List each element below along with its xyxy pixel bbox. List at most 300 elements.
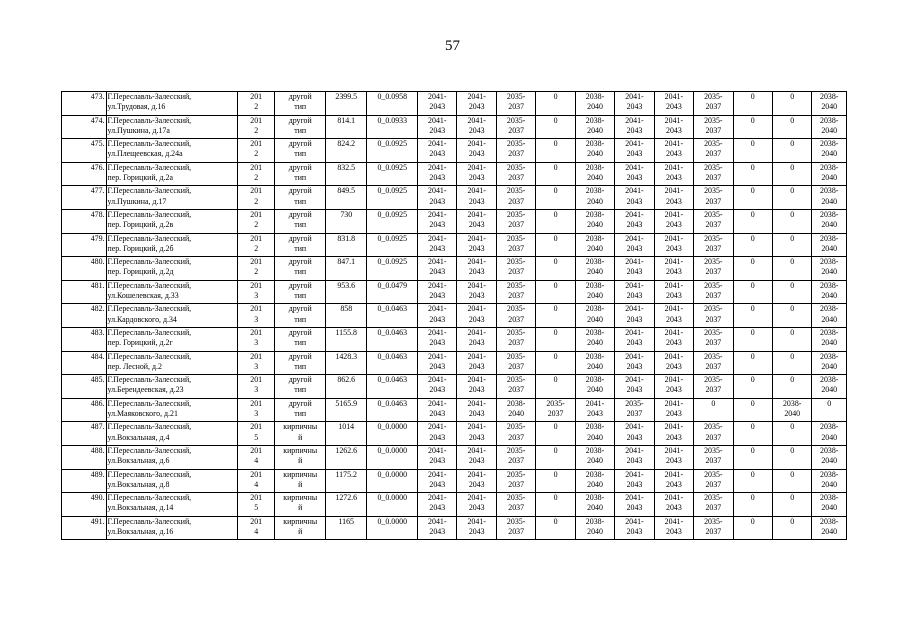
- period-cell-line-1: 0: [553, 445, 558, 455]
- period-cell: [457, 445, 496, 469]
- period-cell: [536, 469, 575, 493]
- period-cell-line-1: 2041-: [467, 233, 486, 243]
- period-cell-line-1: 2041-: [428, 469, 447, 479]
- wall-type-cell-line-2: тип: [294, 385, 307, 395]
- period-cell: [812, 351, 847, 375]
- year-cell-line-1: 201: [250, 469, 263, 479]
- period-cell: [536, 493, 575, 517]
- period-cell: [654, 351, 693, 375]
- period-cell-line-1: 2038-: [585, 422, 605, 432]
- period-cell-line-1: 2035-: [704, 375, 723, 385]
- period-cell-line-2: 2043: [626, 243, 643, 253]
- period-cell-line-2: 2043: [429, 526, 446, 536]
- year-cell-line-2: 3: [254, 385, 259, 395]
- wall-type-cell: [275, 280, 326, 304]
- period-cell-line-2: 2043: [626, 503, 643, 513]
- period-cell: [418, 162, 457, 186]
- period-cell-line-1: 2038-: [820, 327, 839, 337]
- year-cell: [238, 92, 275, 116]
- period-cell-line-1: 2041-: [664, 375, 684, 385]
- period-cell-line-1: 2041-: [467, 304, 486, 314]
- period-cell: [812, 398, 847, 422]
- period-cell: [496, 139, 535, 163]
- area-cell: [326, 398, 367, 422]
- period-cell-line-2: 2040: [821, 314, 838, 324]
- period-cell-line-2: 2040: [587, 385, 603, 395]
- period-cell-line-2: 2040: [821, 385, 838, 395]
- period-cell-line-1: 2041-: [664, 115, 684, 125]
- table-row: [62, 375, 847, 399]
- period-cell: [772, 280, 811, 304]
- period-cell: [615, 351, 654, 375]
- period-cell: [575, 375, 614, 399]
- period-cell-line-2: 2043: [666, 125, 682, 135]
- period-cell: [772, 186, 811, 210]
- year-cell: [238, 209, 275, 233]
- period-cell-line-1: 2041-: [664, 398, 684, 408]
- address-cell: [106, 115, 238, 139]
- period-cell-line-1: 2035-: [546, 398, 565, 408]
- address-cell-line-2: ул.Вокзальная, д.8: [107, 479, 170, 489]
- year-cell-line-2: 4: [254, 526, 259, 536]
- period-cell-line-1: 2035-: [704, 351, 723, 361]
- wall-type-cell-line-1: другой: [288, 186, 312, 196]
- period-cell: [418, 445, 457, 469]
- period-cell-line-1: 2041-: [664, 304, 684, 314]
- year-cell: [238, 139, 275, 163]
- period-cell-line-1: 2038-: [585, 162, 605, 172]
- wall-type-cell: [275, 375, 326, 399]
- period-cell: [654, 375, 693, 399]
- period-cell: [536, 92, 575, 116]
- year-cell: [238, 469, 275, 493]
- period-cell: [615, 516, 654, 540]
- wear-cell-line-1: 0_0.0000: [377, 445, 408, 455]
- period-cell: [536, 280, 575, 304]
- year-cell-line-2: 3: [254, 361, 259, 371]
- period-cell-line-1: 0: [553, 162, 558, 172]
- period-cell: [772, 209, 811, 233]
- period-cell-line-1: 0: [711, 398, 716, 408]
- period-cell-line-1: 0: [790, 115, 795, 125]
- period-cell: [536, 327, 575, 351]
- wear-cell-line-1: 0_0.0925: [377, 257, 408, 267]
- period-cell: [457, 327, 496, 351]
- year-cell: [238, 351, 275, 375]
- period-cell-line-2: 2043: [468, 243, 485, 253]
- period-cell-line-2: 2043: [666, 503, 682, 513]
- wall-type-cell-line-1: другой: [288, 92, 312, 101]
- period-cell-line-2: 2043: [429, 220, 446, 230]
- period-cell-line-2: 2043: [468, 125, 485, 135]
- period-cell: [575, 304, 614, 328]
- period-cell-line-2: 2037: [705, 125, 722, 135]
- period-cell: [772, 92, 811, 116]
- wear-cell: [367, 445, 418, 469]
- period-cell-line-1: 2035-: [506, 422, 526, 432]
- year-cell-line-1: 201: [250, 233, 263, 243]
- period-cell-line-1: 2035-: [506, 351, 526, 361]
- wall-type-cell-line-1: другой: [288, 304, 312, 314]
- period-cell-line-1: 2035-: [506, 233, 526, 243]
- period-cell-line-1: 2038-: [585, 139, 605, 149]
- year-cell-line-2: 3: [254, 338, 259, 348]
- period-cell-line-2: 2043: [626, 149, 643, 159]
- row-number-cell-line-1: 489.: [90, 469, 105, 479]
- year-cell-line-2: 2: [254, 196, 259, 206]
- address-cell-line-1: Г.Переславль-Залесский,: [107, 422, 192, 432]
- period-cell-line-2: 2037: [508, 338, 525, 348]
- period-cell-line-2: 2037: [508, 432, 525, 442]
- year-cell-line-1: 201: [250, 304, 263, 314]
- period-cell: [615, 257, 654, 281]
- period-cell: [654, 280, 693, 304]
- period-cell-line-2: 2043: [626, 125, 643, 135]
- period-cell-line-1: 0: [750, 233, 755, 243]
- period-cell: [654, 422, 693, 446]
- period-cell-line-1: 2038-: [820, 469, 839, 479]
- period-cell: [575, 139, 614, 163]
- period-cell-line-1: 0: [553, 92, 558, 101]
- period-cell-line-2: 2043: [468, 408, 485, 418]
- period-cell-line-1: 0: [750, 398, 755, 408]
- period-cell-line-2: 2037: [705, 220, 722, 230]
- period-cell: [418, 375, 457, 399]
- period-cell: [812, 469, 847, 493]
- period-cell-line-1: 2035-: [704, 327, 723, 337]
- period-cell: [694, 351, 733, 375]
- period-cell: [575, 445, 614, 469]
- period-cell: [654, 139, 693, 163]
- row-number-cell-line-1: 477.: [90, 186, 105, 196]
- wall-type-cell: [275, 469, 326, 493]
- year-cell-line-2: 3: [254, 408, 259, 418]
- year-cell: [238, 162, 275, 186]
- area-cell-line-1: 730: [340, 209, 353, 219]
- row-number-cell: [62, 493, 107, 517]
- period-cell-line-1: 2041-: [664, 257, 684, 267]
- wall-type-cell-line-1: кирпичны: [283, 493, 318, 503]
- period-cell-line-1: 2041-: [664, 233, 684, 243]
- period-cell-line-1: 2041-: [664, 351, 684, 361]
- period-cell: [654, 257, 693, 281]
- address-cell-line-1: Г.Переславль-Залесский,: [107, 209, 192, 219]
- period-cell: [575, 186, 614, 210]
- period-cell-line-2: 2043: [468, 290, 485, 300]
- wear-cell-line-1: 0_0.0925: [377, 139, 408, 149]
- period-cell-line-1: 0: [790, 257, 795, 267]
- area-cell-line-1: 831.8: [337, 233, 356, 243]
- period-cell-line-1: 0: [790, 304, 795, 314]
- year-cell: [238, 493, 275, 517]
- wear-cell-line-1: 0_0.0479: [377, 280, 408, 290]
- year-cell: [238, 257, 275, 281]
- period-cell: [733, 209, 772, 233]
- row-number-cell: [62, 92, 107, 116]
- period-cell: [733, 92, 772, 116]
- period-cell-line-2: 2043: [429, 290, 446, 300]
- period-cell-line-2: 2043: [666, 220, 682, 230]
- period-cell: [536, 422, 575, 446]
- period-cell-line-1: 2035-: [506, 304, 526, 314]
- period-cell-line-1: 2038-: [585, 304, 605, 314]
- period-cell-line-1: 2041-: [625, 115, 644, 125]
- period-cell-line-1: 0: [750, 327, 755, 337]
- wall-type-cell-line-2: тип: [294, 408, 307, 418]
- wall-type-cell-line-2: тип: [294, 125, 307, 135]
- period-cell-line-1: 2041-: [428, 257, 447, 267]
- period-cell-line-2: 2043: [429, 408, 446, 418]
- period-cell-line-2: 2040: [821, 102, 838, 112]
- period-cell-line-2: 2040: [821, 479, 838, 489]
- wear-cell-line-1: 0_0.0463: [377, 398, 408, 408]
- table-row: [62, 422, 847, 446]
- period-cell: [496, 469, 535, 493]
- period-cell-line-2: 2037: [508, 196, 525, 206]
- address-cell-line-2: пер. Горицкий, д.2а: [107, 172, 173, 182]
- period-cell: [575, 327, 614, 351]
- period-cell-line-2: 2037: [705, 149, 722, 159]
- row-number-cell: [62, 304, 107, 328]
- row-number-cell-line-1: 473.: [90, 92, 105, 101]
- period-cell: [496, 351, 535, 375]
- address-cell: [106, 327, 238, 351]
- period-cell-line-1: 2041-: [625, 186, 644, 196]
- table-row: [62, 162, 847, 186]
- address-cell-line-1: Г.Переславль-Залесский,: [107, 375, 192, 385]
- year-cell-line-1: 201: [250, 445, 263, 455]
- period-cell-line-1: 2041-: [467, 351, 486, 361]
- wall-type-cell-line-1: другой: [288, 139, 312, 149]
- period-cell-line-1: 2038-: [585, 327, 605, 337]
- period-cell: [694, 115, 733, 139]
- period-cell: [496, 445, 535, 469]
- table-row: [62, 516, 847, 540]
- area-cell: [326, 304, 367, 328]
- wall-type-cell: [275, 327, 326, 351]
- year-cell-line-2: 2: [254, 149, 259, 159]
- area-cell-line-1: 832.5: [337, 162, 356, 172]
- period-cell: [694, 398, 733, 422]
- period-cell-line-2: 2043: [666, 149, 682, 159]
- address-cell-line-2: ул.Пушкина, д.17: [107, 196, 167, 206]
- period-cell-line-2: 2043: [666, 314, 682, 324]
- period-cell: [575, 280, 614, 304]
- area-cell: [326, 516, 367, 540]
- period-cell-line-2: 2037: [705, 314, 722, 324]
- period-cell-line-1: 2041-: [428, 92, 447, 101]
- area-cell-line-1: 1262.6: [335, 445, 358, 455]
- period-cell-line-2: 2043: [429, 361, 446, 371]
- wall-type-cell-line-1: другой: [288, 209, 312, 219]
- period-cell-line-1: 0: [553, 257, 558, 267]
- area-cell-line-1: 1272.6: [335, 493, 358, 503]
- period-cell: [812, 115, 847, 139]
- period-cell-line-1: 2041-: [428, 139, 447, 149]
- period-cell-line-2: 2037: [508, 243, 525, 253]
- period-cell-line-1: 2038-: [820, 233, 839, 243]
- wall-type-cell: [275, 304, 326, 328]
- period-cell-line-2: 2040: [587, 361, 603, 371]
- period-cell: [772, 327, 811, 351]
- address-cell-line-2: пер. Горицкий, д.2г: [107, 338, 173, 348]
- period-cell-line-1: 2035-: [506, 115, 526, 125]
- period-cell: [694, 186, 733, 210]
- year-cell-line-2: 2: [254, 102, 259, 112]
- period-cell-line-1: 2035-: [506, 280, 526, 290]
- period-cell-line-2: 2043: [468, 149, 485, 159]
- period-cell-line-2: 2043: [468, 479, 485, 489]
- period-cell-line-1: 2041-: [625, 280, 644, 290]
- period-cell-line-2: 2043: [626, 385, 643, 395]
- period-cell-line-2: 2043: [429, 432, 446, 442]
- address-cell: [106, 516, 238, 540]
- period-cell: [812, 493, 847, 517]
- year-cell: [238, 398, 275, 422]
- period-cell-line-1: 2041-: [428, 233, 447, 243]
- period-cell: [694, 92, 733, 116]
- period-cell: [536, 162, 575, 186]
- period-cell-line-2: 2037: [547, 408, 564, 418]
- period-cell: [694, 304, 733, 328]
- table-row: [62, 445, 847, 469]
- period-cell-line-2: 2040: [821, 243, 838, 253]
- area-cell: [326, 233, 367, 257]
- period-cell-line-2: 2037: [705, 456, 722, 466]
- period-cell-line-1: 0: [790, 493, 795, 503]
- period-cell-line-1: 2041-: [625, 327, 644, 337]
- period-cell-line-2: 2037: [508, 385, 525, 395]
- period-cell-line-1: 2035-: [704, 162, 723, 172]
- period-cell-line-2: 2040: [821, 267, 838, 277]
- area-cell-line-1: 2399.5: [335, 92, 358, 101]
- row-number-cell-line-1: 475.: [90, 139, 105, 149]
- wall-type-cell: [275, 422, 326, 446]
- period-cell: [575, 469, 614, 493]
- period-cell-line-1: 2041-: [664, 162, 684, 172]
- table-row: [62, 92, 847, 116]
- period-cell: [733, 422, 772, 446]
- wear-cell: [367, 92, 418, 116]
- area-cell: [326, 280, 367, 304]
- row-number-cell: [62, 115, 107, 139]
- period-cell-line-1: 0: [790, 469, 795, 479]
- period-cell-line-1: 2041-: [625, 375, 644, 385]
- table-row: [62, 280, 847, 304]
- period-cell-line-1: 0: [553, 422, 558, 432]
- period-cell-line-2: 2040: [821, 125, 838, 135]
- wall-type-cell-line-2: тип: [294, 149, 307, 159]
- area-cell: [326, 209, 367, 233]
- period-cell: [733, 139, 772, 163]
- year-cell: [238, 115, 275, 139]
- area-cell: [326, 469, 367, 493]
- period-cell: [496, 516, 535, 540]
- period-cell: [615, 233, 654, 257]
- period-cell: [457, 233, 496, 257]
- period-cell-line-1: 2038-: [585, 186, 605, 196]
- row-number-cell: [62, 186, 107, 210]
- wall-type-cell-line-2: тип: [294, 243, 307, 253]
- period-cell: [536, 139, 575, 163]
- period-cell-line-1: 2038-: [506, 398, 526, 408]
- area-cell: [326, 92, 367, 116]
- period-cell: [654, 186, 693, 210]
- year-cell-line-2: 2: [254, 172, 259, 182]
- period-cell-line-1: 2038-: [820, 422, 839, 432]
- year-cell-line-1: 201: [250, 375, 263, 385]
- period-cell-line-1: 2038-: [585, 280, 605, 290]
- period-cell-line-2: 2043: [468, 361, 485, 371]
- period-cell-line-1: 2041-: [664, 445, 684, 455]
- table-row: [62, 209, 847, 233]
- wall-type-cell-line-2: тип: [294, 361, 307, 371]
- period-cell-line-2: 2043: [666, 408, 682, 418]
- period-cell: [772, 139, 811, 163]
- row-number-cell: [62, 162, 107, 186]
- period-cell: [772, 351, 811, 375]
- wall-type-cell: [275, 233, 326, 257]
- period-cell: [615, 162, 654, 186]
- year-cell-line-2: 4: [254, 456, 259, 466]
- row-number-cell-line-1: 491.: [90, 516, 105, 526]
- period-cell-line-1: 2038-: [585, 257, 605, 267]
- year-cell-line-1: 201: [250, 139, 263, 149]
- period-cell-line-2: 2040: [821, 220, 838, 230]
- period-cell-line-1: 2038-: [585, 92, 605, 101]
- wall-type-cell-line-2: тип: [294, 196, 307, 206]
- period-cell-line-1: 2038-: [820, 493, 839, 503]
- period-cell-line-1: 0: [790, 92, 795, 101]
- address-cell-line-1: Г.Переславль-Залесский,: [107, 257, 192, 267]
- table-body: [62, 92, 847, 540]
- wall-type-cell-line-2: тип: [294, 314, 307, 324]
- row-number-cell: [62, 445, 107, 469]
- period-cell-line-1: 2035-: [506, 327, 526, 337]
- address-cell-line-1: Г.Переславль-Залесский,: [107, 115, 192, 125]
- period-cell-line-1: 2035-: [704, 257, 723, 267]
- wall-type-cell: [275, 162, 326, 186]
- period-cell-line-1: 2038-: [585, 115, 605, 125]
- year-cell: [238, 304, 275, 328]
- year-cell-line-1: 201: [250, 162, 263, 172]
- period-cell-line-1: 2041-: [625, 469, 644, 479]
- period-cell-line-2: 2043: [666, 526, 682, 536]
- period-cell: [772, 516, 811, 540]
- period-cell: [418, 233, 457, 257]
- wear-cell: [367, 162, 418, 186]
- period-cell: [536, 115, 575, 139]
- period-cell-line-2: 2037: [508, 267, 525, 277]
- period-cell-line-1: 2041-: [585, 398, 605, 408]
- area-cell-line-1: 5165.9: [335, 398, 358, 408]
- period-cell-line-2: 2040: [587, 149, 603, 159]
- period-cell-line-1: 2041-: [625, 139, 644, 149]
- period-cell-line-1: 2041-: [428, 351, 447, 361]
- period-cell-line-2: 2043: [429, 338, 446, 348]
- period-cell-line-1: 2035-: [625, 398, 644, 408]
- period-cell-line-1: 0: [553, 233, 558, 243]
- period-cell-line-2: 2037: [508, 526, 525, 536]
- period-cell-line-2: 2037: [508, 149, 525, 159]
- wear-cell-line-1: 0_0.0925: [377, 162, 408, 172]
- period-cell-line-2: 2040: [587, 314, 603, 324]
- address-cell-line-2: ул.Трудовая, д.16: [107, 102, 166, 112]
- period-cell: [812, 280, 847, 304]
- period-cell: [733, 233, 772, 257]
- period-cell: [418, 516, 457, 540]
- period-cell-line-1: 2041-: [428, 422, 447, 432]
